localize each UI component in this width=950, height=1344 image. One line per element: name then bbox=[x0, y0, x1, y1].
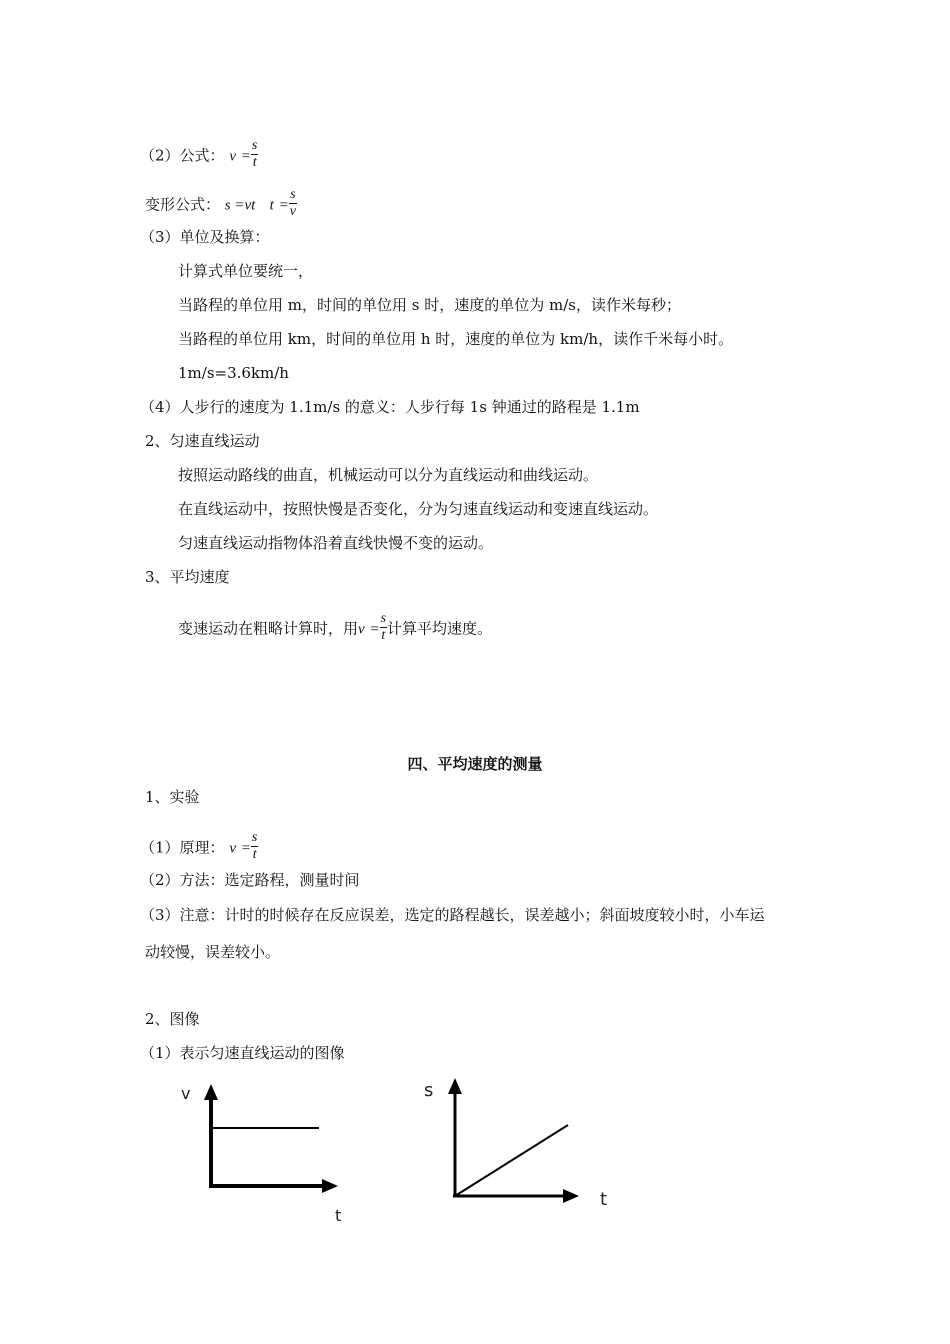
meaning-line: （4）人步行的速度为 1.1m/s 的意义：人步行每 1s 钟通过的路程是 1.1m bbox=[140, 398, 640, 416]
formula-num: s bbox=[251, 138, 258, 153]
method-line: （2）方法：选定路程，测量时间 bbox=[140, 871, 360, 889]
variant-f1: s =vt bbox=[224, 197, 256, 214]
formula-den: t bbox=[252, 155, 257, 170]
average-line bbox=[178, 613, 492, 646]
units-line-2: 当路程的单位用 m，时间的单位用 s 时，速度的单位为 m/s，读作米每秒； bbox=[178, 296, 681, 314]
average-den: t bbox=[381, 628, 386, 643]
uniform-heading: 2、匀速直线运动 bbox=[145, 432, 260, 450]
variant-den: v bbox=[289, 204, 296, 219]
uniform-line-3: 匀速直线运动指物体沿着直线快慢不变的运动。 bbox=[178, 534, 494, 552]
average-lhs: v bbox=[358, 621, 365, 638]
variant-line bbox=[145, 189, 297, 222]
st-x-label: t bbox=[600, 1189, 608, 1210]
principle-label: （1）原理： bbox=[140, 838, 225, 857]
principle-den: t bbox=[252, 847, 257, 862]
average-post: 计算平均速度。 bbox=[387, 619, 493, 638]
average-pre: 变速运动在粗略计算时，用 bbox=[178, 619, 359, 638]
st-graph bbox=[415, 1072, 625, 1222]
average-heading: 3、平均速度 bbox=[145, 568, 230, 586]
units-line-3: 当路程的单位用 km，时间的单位用 h 时，速度的单位为 km/h，读作千米每小时。 bbox=[178, 330, 734, 348]
graph-heading: 2、图像 bbox=[145, 1010, 200, 1028]
variant-fraction bbox=[289, 187, 297, 220]
vt-graph bbox=[170, 1078, 360, 1228]
vt-y-label: v bbox=[181, 1084, 191, 1103]
formula-fraction bbox=[251, 138, 258, 171]
experiment-heading: 1、实验 bbox=[145, 788, 200, 806]
note-line-2: 动较慢，误差较小。 bbox=[145, 943, 281, 961]
formula-eq: = bbox=[240, 148, 251, 165]
average-eq: = bbox=[369, 621, 380, 638]
uniform-line-1: 按照运动路线的曲直，机械运动可以分为直线运动和曲线运动。 bbox=[178, 466, 599, 484]
note-line-1: （3）注意：计时的时候存在反应误差，选定的路程越长，误差越小；斜面坡度较小时，小车运 bbox=[140, 906, 765, 924]
vt-x-label: t bbox=[335, 1206, 342, 1225]
variant-num: s bbox=[290, 187, 296, 202]
st-y-arrow bbox=[448, 1078, 462, 1094]
units-line-1: 计算式单位要统一， bbox=[178, 262, 314, 280]
variant-eq: = bbox=[278, 197, 289, 214]
variant-f2-lhs: t bbox=[269, 197, 274, 214]
vt-y-arrow bbox=[204, 1084, 218, 1100]
units-line-4: 1m/s=3.6km/h bbox=[178, 364, 289, 382]
st-y-label: s bbox=[424, 1080, 434, 1101]
principle-eq: = bbox=[240, 840, 251, 857]
graph-subheading: （1）表示匀速直线运动的图像 bbox=[140, 1044, 345, 1062]
units-heading: （3）单位及换算： bbox=[140, 228, 270, 246]
principle-num: s bbox=[251, 830, 258, 845]
average-num: s bbox=[380, 611, 387, 626]
principle-lhs: v bbox=[229, 840, 236, 857]
section4-title: 四、平均速度的测量 bbox=[407, 755, 543, 773]
average-fraction bbox=[380, 611, 387, 644]
st-proportional-line bbox=[455, 1125, 568, 1196]
uniform-line-2: 在直线运动中，按照快慢是否变化，分为匀速直线运动和变速直线运动。 bbox=[178, 500, 659, 518]
variant-label: 变形公式： bbox=[145, 195, 221, 214]
vt-x-arrow bbox=[322, 1179, 338, 1193]
st-x-arrow bbox=[563, 1189, 579, 1203]
principle-fraction bbox=[251, 830, 258, 863]
formula-label: （2）公式： bbox=[140, 146, 225, 165]
formula-line bbox=[140, 140, 258, 173]
formula-lhs: v bbox=[229, 148, 236, 165]
principle-line bbox=[140, 832, 258, 865]
